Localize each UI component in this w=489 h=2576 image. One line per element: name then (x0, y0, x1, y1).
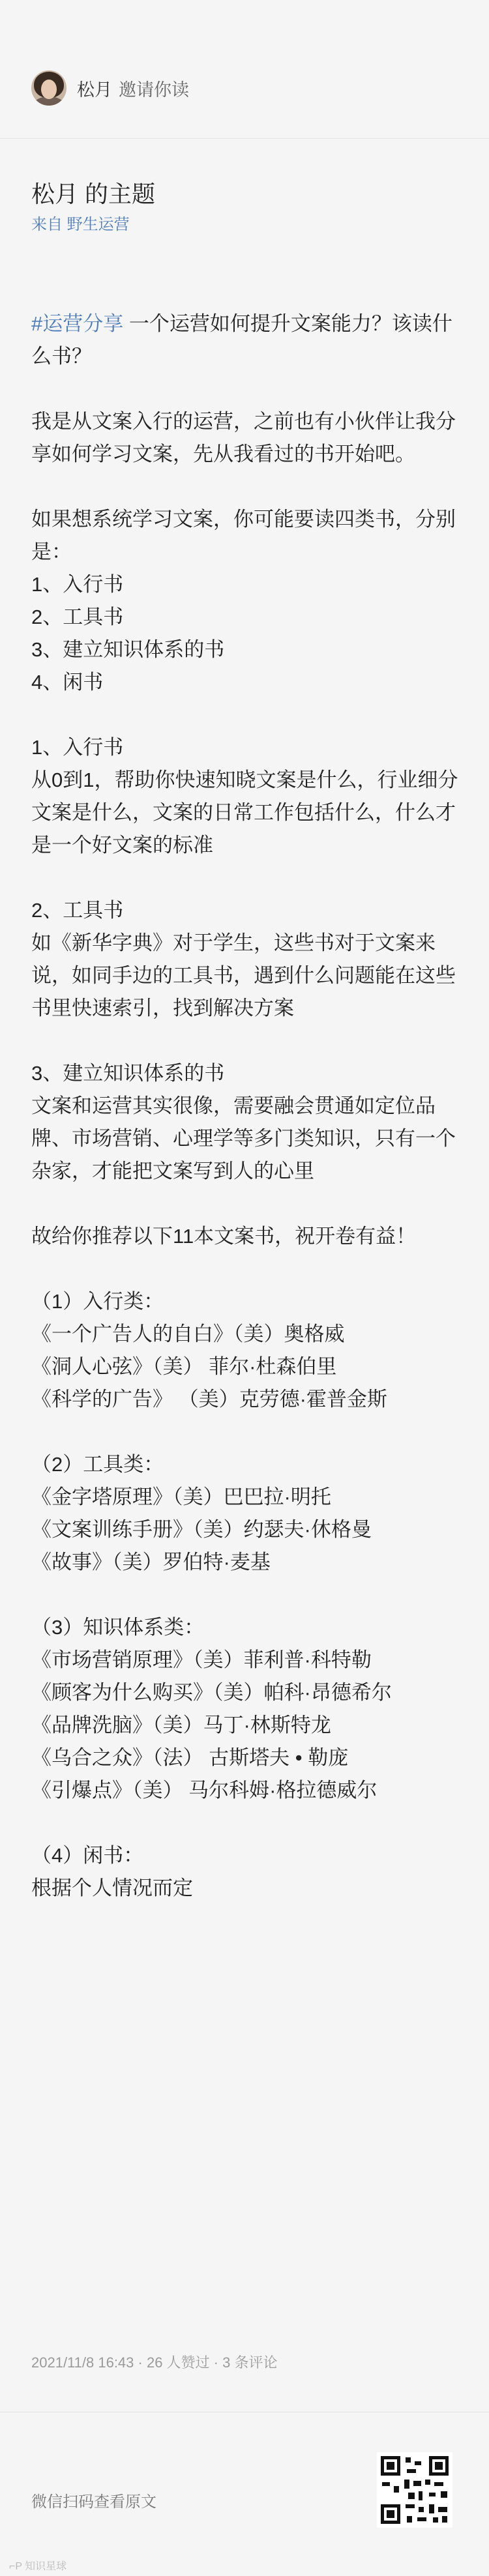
post-line: 《文案训练手册》（美）约瑟夫·休格曼 (31, 1518, 372, 1541)
spacer (31, 1025, 462, 1057)
spacer (31, 373, 462, 405)
spacer (31, 1253, 462, 1285)
hashtag-link[interactable]: #运营分享 (31, 312, 124, 335)
post-line: 2、工具书 (31, 899, 124, 922)
post-line: 《品牌洗脑》（美）马丁·林斯特龙 (31, 1714, 331, 1736)
post-first-line (31, 308, 462, 373)
post-line: 《一个广告人的自白》（美）奥格威 (31, 1323, 345, 1345)
spacer (31, 862, 462, 894)
post-line: 《故事》（美）罗伯特·麦基 (31, 1551, 271, 1573)
watermark: ⌐P 知识星球 (9, 2561, 67, 2572)
post-line: （1）入行类： (31, 1290, 164, 1313)
post-line: 《科学的广告》 （美）克劳德·霍普金斯 (31, 1388, 387, 1411)
post-line: （4）闲书： (31, 1844, 144, 1867)
invite-text: 邀请你读 (119, 80, 189, 100)
header (0, 0, 489, 173)
post-line: 3、建立知识体系的书 (31, 1062, 225, 1085)
post-line: 《洞人心弦》（美） 菲尔·杜森伯里 (31, 1355, 337, 1378)
user-avatar[interactable] (31, 70, 67, 106)
post-line: 《金字塔原理》（美）巴巴拉·明托 (31, 1486, 331, 1508)
post-line: 3、建立知识体系的书 (31, 638, 225, 661)
post-line: 文案和运营其实很像，需要融会贯通如定位品牌、市场营销、心理学等多门类知识，只有一个杂家，才能把文案写到人的心里 (31, 1094, 456, 1182)
post-line: 一个运营如何提升文案能力？该读什么书？ (31, 312, 452, 368)
user-name[interactable]: 松月 (77, 80, 112, 100)
post-line: 我是从文案入行的运营，之前也有小伙伴让我分享如何学习文案，先从我看过的书开始吧。 (31, 410, 456, 465)
spacer (31, 1416, 462, 1448)
post-line: 1、入行书 (31, 736, 124, 759)
post-meta: 2021/11/8 16:43 · 26 人赞过 · 3 条评论 (31, 2354, 278, 2371)
spacer (31, 471, 462, 503)
header-divider (0, 138, 489, 139)
post-line: 从0到1，帮助你快速知晓文案是什么，行业细分文案是什么，文案的日常工作包括什么，什么才是一个好文案的标准 (31, 768, 458, 856)
post-line: 2、工具书 (31, 606, 124, 628)
post-line: （3）知识体系类： (31, 1616, 205, 1639)
post-line: 《顾客为什么购买》（美）帕科·昂德希尔 (31, 1681, 392, 1704)
spacer (31, 1579, 462, 1611)
spacer (31, 1188, 462, 1220)
spacer (31, 1807, 462, 1839)
post-line: 如果想系统学习文案，你可能要读四类书，分别是： (31, 508, 456, 563)
post-line: （2）工具类： (31, 1453, 164, 1476)
post-line: 《市场营销原理》（美）菲利普·科特勒 (31, 1648, 372, 1671)
spacer (31, 699, 462, 731)
post-line: 《乌合之众》（法） 古斯塔夫 • 勒庞 (31, 1746, 349, 1769)
post-content (31, 308, 462, 1905)
post-line: 根据个人情况而定 (31, 1877, 193, 1899)
scan-hint: 微信扫码查看原文 (31, 2493, 156, 2511)
post-line: 《引爆点》（美） 马尔科姆·格拉德威尔 (31, 1779, 378, 1802)
inviter (77, 76, 189, 101)
topic-title: 松月 的主题 (31, 181, 156, 207)
topic-source[interactable]: 来自 野生运营 (31, 216, 130, 233)
post-line: 1、入行书 (31, 573, 124, 596)
qr-code[interactable] (377, 2452, 452, 2528)
post-line: 故给你推荐以下11本文案书，祝开卷有益！ (31, 1225, 417, 1248)
post-line: 如《新华字典》对于学生，这些书对于文案来说，如同手边的工具书，遇到什么问题能在这些书里快速索引，找到解决方案 (31, 931, 456, 1019)
post-line: 4、闲书 (31, 671, 104, 694)
